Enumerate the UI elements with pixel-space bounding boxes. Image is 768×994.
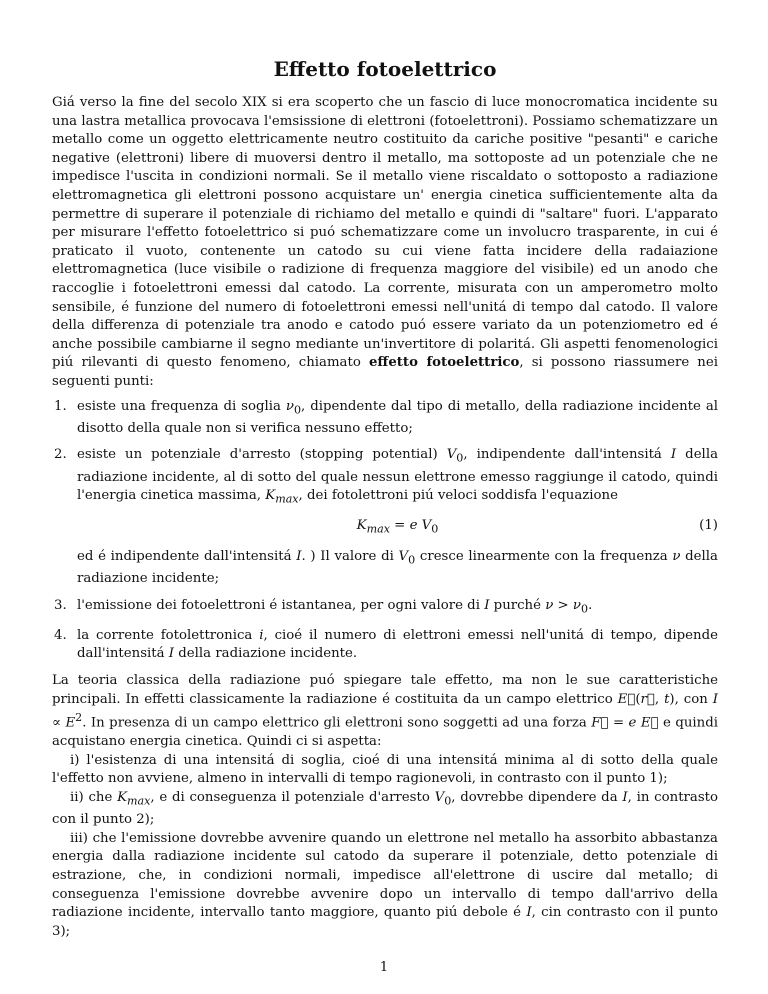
point-iii: iii) che l'emissione dovrebbe avvenire quando un elettrone nel metallo ha assorbito abbastanza energia dalla radiazione incidente sul catodo da superare il potenziale, detto potenziale di estrazione, che, in condizioni normali, impedisce all'elettrone di uscire dal metallo; di conseguenza l'emissione dovrebbe avvenire dopo un intervallo di tempo dall'arrivo della radiazione incidente, intervallo tanto maggiore, quanto piú debole é I, cin contrasto con il punto 3); [52, 830, 718, 939]
phenomena-list [52, 398, 718, 664]
bold-term: effetto fotoelettrico [368, 355, 520, 371]
list-item: 3. l'emissione dei fotoelettroni é istantanea, per ogni valore di I purché $\nu > \nu_0$. [54, 597, 593, 616]
list-item: 2. esiste un potenziale d'arresto (stopping potential) $V_0$, indipendente dall'intensitá I della radiazione incidente, al di sotto del quale nessun elettrone emesso raggiunge il catodo, quindi l'energia cinetica massima, $K_{max}$, dei fotolettroni piú veloci soddisfa l'equazione $K_{max} = e$ $V_0$ (1) ed é indipendente dall'intensitá I. ) Il valore di $V_0$ cresce linearmente con la frequenza ν della radiazione incidente; [54, 447, 718, 586]
intro-paragraph: Giá verso la fine del secolo XIX si era scoperto che un fascio di luce monocromatica incidente su una lastra metallica provocava l'emsissione di elettroni (fotoelettroni). Possiamo schematizzare un metallo come un oggetto elettricamente neutro costituito da cariche positive "pesanti" e cariche negative (elettroni) libere di muoversi dentro il metallo, ma sottoposte ad un potenziale che ne impedisce l'uscita in condizioni normali. Se il metallo viene riscaldato o sottoposto a radiazione elettromagnetica gli elettroni possono acquistare un' energia cinetica sufficientemente alta da permettre di superare il potenziale di richiamo del metallo e quindi di "saltare" fuori. L'apparato per misurare l'effetto fotoelettrico si puó schematizzare come un involucro trasparente, in cui é praticato il vuoto, contenente un catodo su cui viene fatta incidere della radaiazione elettromagnetica (luce visibile o radizione di frequenza maggiore del visibile) ed un anodo che raccoglie i fotoelettroni emessi dal catodo. La corrente, misurata con un amperometro molto sensibile, é funzione del numero di fotoelettroni emessi nell'unitá di tempo dal catodo. Il valore della differenza di potenziale tra anodo e catodo puó essere variato da un potenziometro ed é anche possibile cambiarne il segno mediante un'invertitore di polaritá. Gli aspetti fenomenologici piú rilevanti di questo fenomeno, chiamato effetto fotoelettrico, si possono riassumere nei seguenti punti: [52, 95, 718, 389]
classical-theory-paragraph: La teoria classica della radiazione puó spiegare tale effetto, ma non le sue caratteristiche principali. In effetti classicamente la radiazione é costituita da un campo elettrico E⃗(r⃗, t), con $I \propto E^2$. In presenza di un campo elettrico gli elettroni sono soggetti ad una forza F⃗ = e E⃗ e quindi acquistano energia cinetica. Quindi ci si aspetta: [52, 672, 718, 750]
equation-number: (1) [699, 518, 718, 534]
list-item: 4. la corrente fotolettronica i, cioé il numero di elettroni emessi nell'unitá di tempo, dipende dall'intensitá I della radiazione incidente. [54, 627, 718, 662]
equation-1: $K_{max} = e$ $V_0$ (1) [356, 518, 718, 537]
document-page [52, 56, 718, 941]
list-item: 1. esiste una frequenza di soglia $\nu_0$, dipendente dal tipo di metallo, della radiazione incidente al disotto della quale non si verifica nessuno effetto; [54, 398, 718, 436]
page-number: 1 [379, 960, 389, 975]
point-i: i) l'esistenza di una intensitá di soglia, cioé di una intensitá minima al di sotto della quale l'effetto non avviene, almeno in intervalli di tempo ragionevoli, in contrasto con il punto 1); [52, 752, 718, 787]
point-ii: ii) che $K_{max}$, e di conseguenza il potenziale d'arresto $V_0$, dovrebbe dipendere da I, in contrasto con il punto 2); [52, 789, 718, 828]
page-title: Effetto fotoelettrico [273, 57, 497, 81]
